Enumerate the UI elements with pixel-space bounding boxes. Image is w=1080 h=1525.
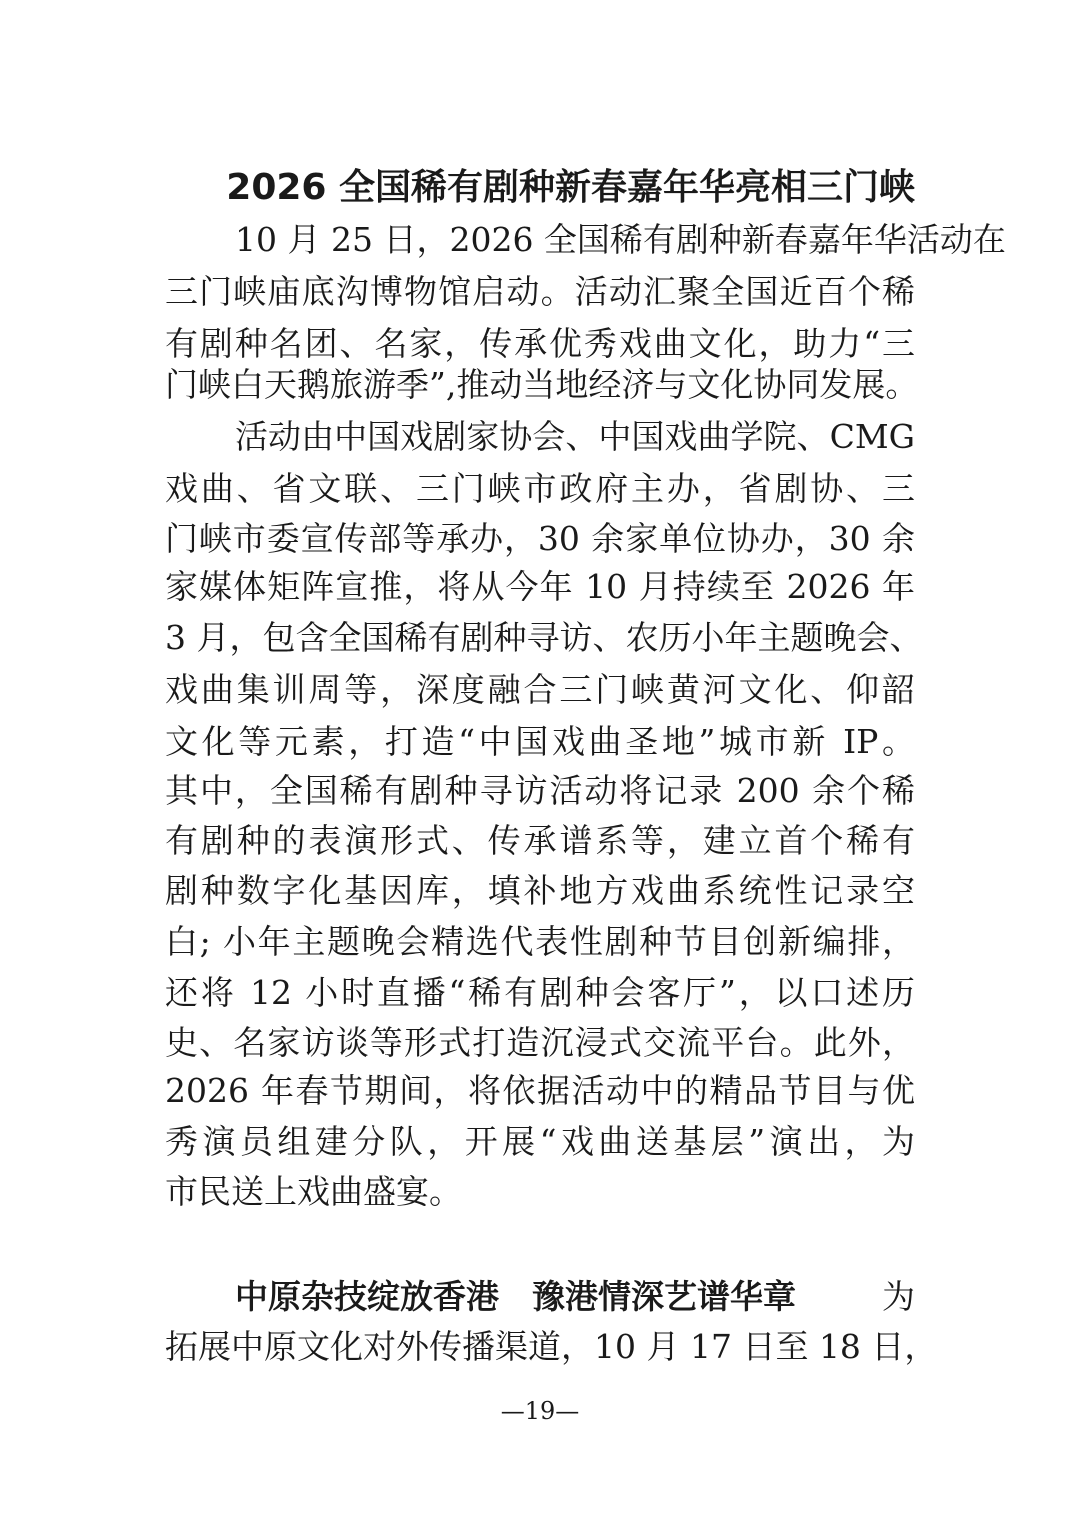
paragraph-line: 其中，全国稀有剧种寻访活动将记录 200 余个稀 <box>165 771 915 810</box>
paragraph-line: 戏曲、省文联、三门峡市政府主办，省剧协、三 <box>165 469 915 508</box>
paragraph-line: 拓展中原文化对外传播渠道，10 月 17 日至 18 日， <box>165 1327 938 1366</box>
subsection-title: 中原杂技绽放香港 豫港情深艺谱华章 <box>235 1277 796 1316</box>
paragraph-line: 三门峡庙底沟博物馆启动。活动汇聚全国近百个稀 <box>165 272 915 311</box>
paragraph-line: 活动由中国戏剧家协会、中国戏曲学院、CMG <box>235 417 915 456</box>
paragraph-line: 家媒体矩阵宣推，将从今年 10 月持续至 2026 年 <box>165 567 915 606</box>
paragraph-line: 史、名家访谈等形式打造沉浸式交流平台。此外， <box>165 1023 915 1062</box>
paragraph-line: 有剧种名团、名家，传承优秀戏曲文化，助力“三 <box>165 324 915 363</box>
subsection-heading-line <box>235 1271 915 1323</box>
paragraph-line: 3 月，包含全国稀有剧种寻访、农历小年主题晚会、 <box>165 618 923 657</box>
paragraph-line: 还将 12 小时直播“稀有剧种会客厅”，以口述历 <box>165 973 915 1012</box>
paragraph-line: 门峡市委宣传部等承办，30 余家单位协办，30 余 <box>165 519 915 558</box>
subsection-lead-text: 为 <box>882 1277 915 1316</box>
paragraph-line: 10 月 25 日，2026 全国稀有剧种新春嘉年华活动在 <box>235 220 1006 259</box>
paragraph-line: 市民送上戏曲盛宴。 <box>165 1172 462 1211</box>
paragraph-line: 戏曲集训周等，深度融合三门峡黄河文化、仰韶 <box>165 670 915 709</box>
paragraph-line: 白; 小年主题晚会精选代表性剧种节目创新编排， <box>165 922 915 961</box>
paragraph-line: 剧种数字化基因库，填补地方戏曲系统性记录空 <box>165 871 915 910</box>
page-number: —19— <box>500 1397 580 1425</box>
article-title: 2026 全国稀有剧种新春嘉年华亮相三门峡 <box>226 167 915 208</box>
paragraph-line: 门峡白天鹅旅游季”,推动当地经济与文化协同发展。 <box>165 365 919 404</box>
paragraph-line: 文化等元素，打造“中国戏曲圣地”城市新 IP。 <box>165 722 915 761</box>
paragraph-line: 2026 年春节期间，将依据活动中的精品节目与优 <box>165 1071 915 1110</box>
paragraph-line: 有剧种的表演形式、传承谱系等，建立首个稀有 <box>165 821 915 860</box>
paragraph-line: 秀演员组建分队，开展“戏曲送基层”演出，为 <box>165 1122 915 1161</box>
